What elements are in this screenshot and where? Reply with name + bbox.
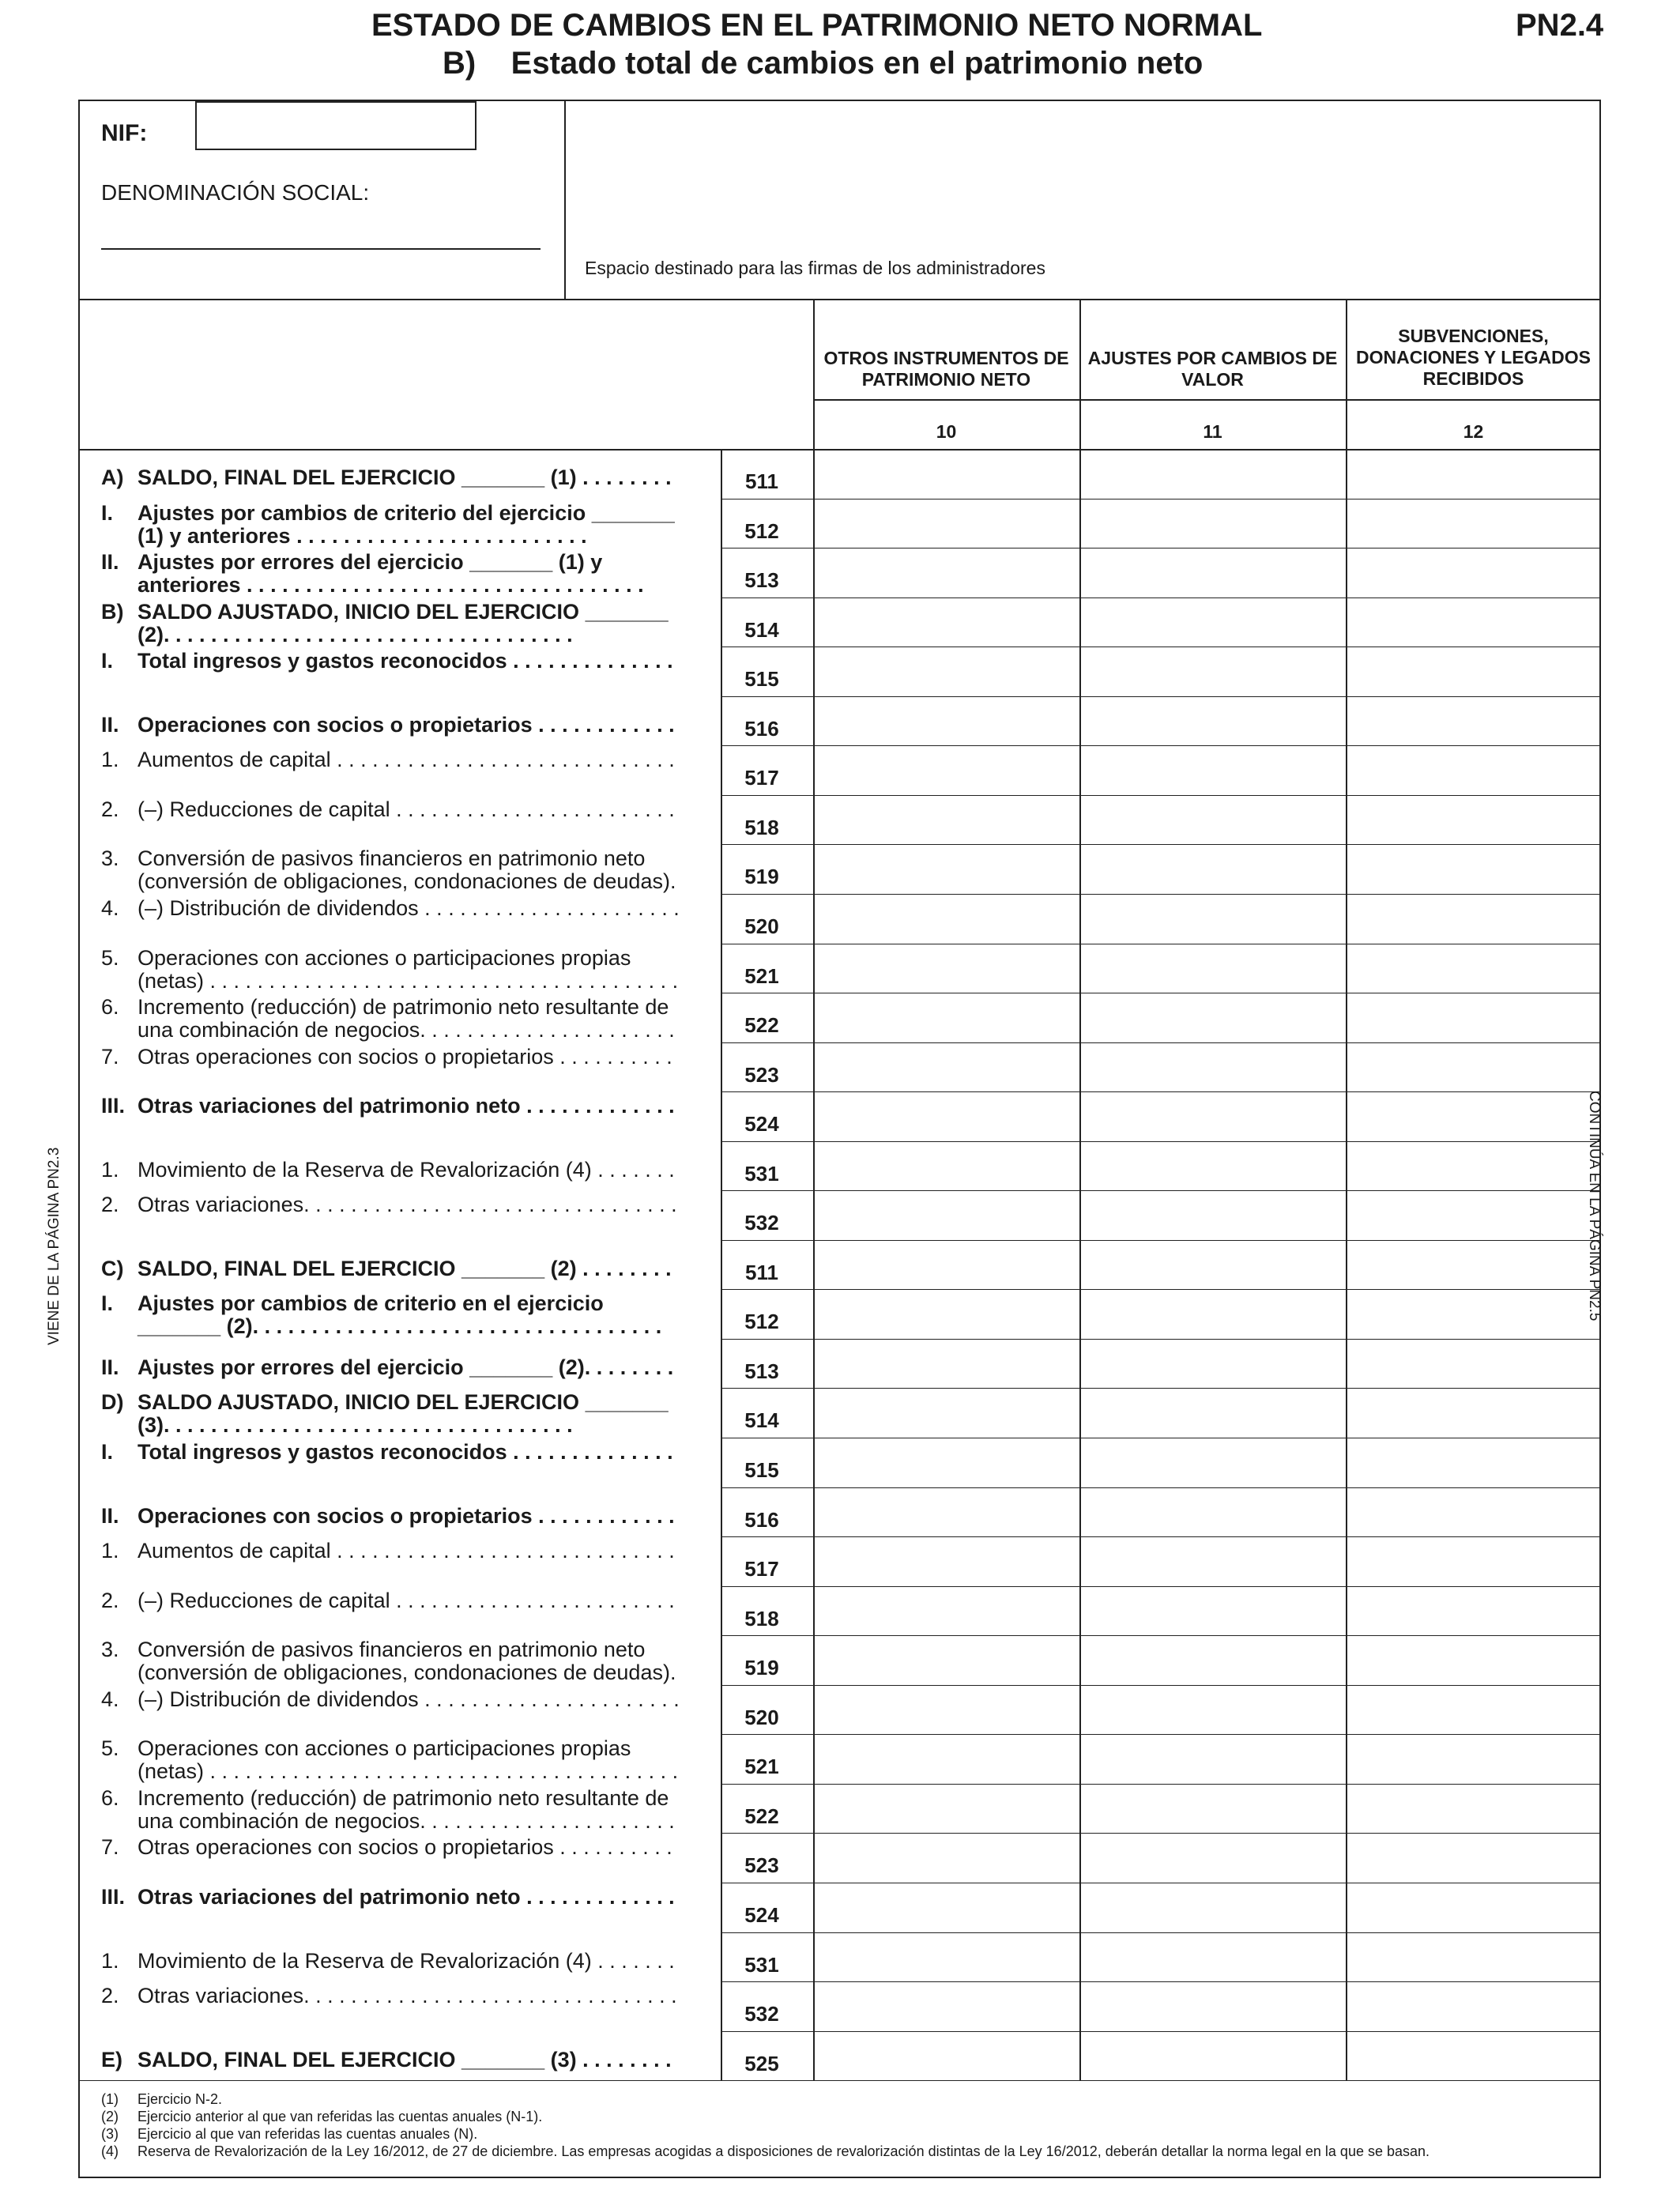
row-code: 523 (744, 1853, 779, 1878)
input-cell-11[interactable] (1081, 1044, 1344, 1091)
input-cell-12[interactable] (1347, 1983, 1599, 2030)
input-cell-10[interactable] (815, 1093, 1078, 1140)
input-cell-11[interactable] (1081, 846, 1344, 892)
row-text: (–) Reducciones de capital . . . . . . . . . . . . . . . . . . . . . . . . (137, 1588, 675, 1612)
input-cell-10[interactable] (815, 1687, 1078, 1733)
column-header-12: SUBVENCIONES, DONACIONES Y LEGADOS RECIBIDOS (1356, 326, 1591, 389)
row-divider (721, 894, 1601, 895)
row-number: II. (101, 1503, 119, 1528)
denominacion-field[interactable] (101, 248, 541, 250)
row-text: Otras variaciones del patrimonio neto . . . . . . . . . . . . . (137, 1884, 675, 1909)
row-code: 522 (744, 1804, 779, 1828)
input-cell-12[interactable] (1347, 1340, 1599, 1387)
input-cell-10[interactable] (815, 1291, 1078, 1337)
signature-space-label: Espacio destinado para las firmas de los administradores (585, 258, 1045, 278)
row-number: I. (101, 1291, 114, 1316)
input-cell-11[interactable] (1081, 895, 1344, 942)
row-text: SALDO, FINAL DEL EJERCICIO _______ (1) . . . . . . . . (137, 466, 672, 489)
row-number: D) (101, 1390, 124, 1415)
row-number: III. (101, 1094, 126, 1118)
row-code: 518 (744, 1606, 779, 1630)
row-code: 532 (744, 2002, 779, 2026)
input-cell-12[interactable] (1347, 747, 1599, 794)
row-divider (721, 844, 1601, 845)
input-cell-12[interactable] (1347, 1637, 1599, 1683)
input-cell-12[interactable] (1347, 1044, 1599, 1091)
input-cell-10[interactable] (815, 599, 1078, 646)
input-cell-12[interactable] (1347, 1439, 1599, 1486)
row-label (101, 1391, 694, 1441)
input-cell-11[interactable] (1081, 1736, 1344, 1782)
input-cell-11[interactable] (1081, 1884, 1344, 1931)
row-label (101, 2049, 694, 2098)
input-cell-11[interactable] (1081, 1093, 1344, 1140)
input-cell-10[interactable] (815, 747, 1078, 794)
row-label (101, 551, 694, 601)
row-number: A) (101, 466, 124, 489)
row-label (101, 1292, 694, 1342)
form-title: ESTADO DE CAMBIOS EN EL PATRIMONIO NETO NORMAL (371, 8, 1263, 43)
header-number-divider (813, 399, 1601, 401)
input-cell-10[interactable] (815, 1637, 1078, 1683)
row-code: 517 (744, 1557, 779, 1581)
row-code: 514 (744, 1408, 779, 1433)
row-number: 1. (101, 748, 119, 772)
row-divider (721, 1784, 1601, 1785)
row-text: Otras operaciones con socios o propietarios . . . . . . . . . . (137, 1835, 672, 1860)
row-divider (721, 745, 1601, 746)
input-cell-12[interactable] (1347, 698, 1599, 745)
row-text: Ajustes por cambios de criterio en el ejercicio _______ (2). . . . . . . . . . . . . . . . . . . . . . . . . . . . . . . . . . . (137, 1291, 662, 1339)
row-number: 6. (101, 1785, 119, 1810)
input-cell-10[interactable] (815, 945, 1078, 992)
row-code: 515 (744, 667, 779, 692)
row-code: 531 (744, 1161, 779, 1186)
row-text: Otras variaciones. . . . . . . . . . . . . . . . . . . . . . . . . . . . . . . . (137, 1984, 677, 2008)
footnote-text: Reserva de Revalorización de la Ley 16/2012, de 27 de diciembre. Las empresas acogidas a disposiciones de revalorización distintas de la Ley 16/2012, deberán detallar la norma legal en la que se basan. (137, 2143, 1430, 2160)
input-cell-11[interactable] (1081, 1834, 1344, 1881)
row-code: 512 (744, 518, 779, 543)
input-cell-12[interactable] (1347, 1736, 1599, 1782)
input-cell-12[interactable] (1347, 895, 1599, 942)
previous-page-note: VIENE DE LA PÁGINA PN2.3 (46, 1147, 62, 1345)
row-divider (721, 1388, 1601, 1389)
row-number: C) (101, 1256, 124, 1280)
id-bottom-border (78, 299, 1601, 300)
row-number: 3. (101, 846, 119, 871)
row-text: Operaciones con socios o propietarios . . . . . . . . . . . . (137, 712, 675, 737)
row-text: (–) Distribución de dividendos . . . . . . . . . . . . . . . . . . . . . . (137, 895, 680, 920)
input-cell-12[interactable] (1347, 994, 1599, 1041)
row-text: Incremento (reducción) de patrimonio neto resultante de una combinación de negocios. . . . . . . . . . . . . . . . . . . . . . (137, 995, 675, 1042)
row-text: SALDO AJUSTADO, INICIO DEL EJERCICIO _______ (3). . . . . . . . . . . . . . . . . . . . . . . . . . . . . . . . . . . (137, 1390, 669, 1438)
input-cell-12[interactable] (1347, 1687, 1599, 1733)
row-code: 524 (744, 1112, 779, 1137)
row-label (101, 1737, 694, 1787)
input-cell-11[interactable] (1081, 1143, 1344, 1189)
footnote-number: (1) (101, 2091, 119, 2108)
input-cell-10[interactable] (815, 698, 1078, 745)
row-code: 520 (744, 914, 779, 938)
column-header-10: OTROS INSTRUMENTOS DE PATRIMONIO NETO (823, 348, 1069, 390)
row-number: B) (101, 599, 124, 624)
row-number: I. (101, 649, 114, 673)
row-label (101, 650, 694, 699)
row-label (101, 1787, 694, 1837)
row-code: 512 (744, 1310, 779, 1334)
row-number: 5. (101, 1736, 119, 1761)
row-text: Aumentos de capital . . . . . . . . . . . . . . . . . . . . . . . . . . . . . (137, 1539, 675, 1563)
row-text: Total ingresos y gastos reconocidos . . . . . . . . . . . . . . (137, 649, 673, 673)
row-label (101, 748, 694, 798)
row-number: 4. (101, 895, 119, 920)
nif-field[interactable] (195, 101, 477, 150)
input-cell-11[interactable] (1081, 1588, 1344, 1634)
row-label (101, 947, 694, 997)
input-cell-10[interactable] (815, 500, 1078, 547)
nif-label: NIF: (101, 120, 148, 146)
row-label (101, 1441, 694, 1491)
row-divider (721, 696, 1601, 697)
form-subtitle: B) Estado total de cambios en el patrimonio neto (443, 46, 1203, 81)
column-number-10: 10 (936, 421, 957, 442)
input-cell-12[interactable] (1347, 549, 1599, 596)
row-text: Total ingresos y gastos reconocidos . . . . . . . . . . . . . . (137, 1440, 673, 1464)
input-cell-12[interactable] (1347, 1834, 1599, 1881)
input-cell-10[interactable] (815, 1588, 1078, 1634)
input-cell-12[interactable] (1347, 797, 1599, 843)
column-number-12: 12 (1463, 421, 1484, 442)
row-number: II. (101, 712, 119, 737)
input-cell-11[interactable] (1081, 945, 1344, 992)
row-number: II. (101, 550, 119, 575)
input-cell-12[interactable] (1347, 1538, 1599, 1585)
row-number: I. (101, 1440, 114, 1464)
input-cell-11[interactable] (1081, 1242, 1344, 1288)
footnote-text: Ejercicio anterior al que van referidas las cuentas anuales (N-1). (137, 2109, 543, 2125)
column-header-11: AJUSTES POR CAMBIOS DE VALOR (1087, 348, 1338, 390)
row-code: 516 (744, 716, 779, 741)
input-cell-11[interactable] (1081, 1637, 1344, 1683)
input-cell-12[interactable] (1347, 1884, 1599, 1931)
input-cell-12[interactable] (1347, 945, 1599, 992)
row-text: Conversión de pasivos financieros en patrimonio neto (conversión de obligaciones, condonaciones de deudas). (137, 846, 676, 894)
row-text: Incremento (reducción) de patrimonio neto resultante de una combinación de negocios. . . . . . . . . . . . . . . . . . . . . . (137, 1785, 675, 1833)
input-cell-11[interactable] (1081, 1340, 1344, 1387)
row-label (101, 502, 694, 552)
input-cell-10[interactable] (815, 1934, 1078, 1981)
input-cell-12[interactable] (1347, 1093, 1599, 1140)
id-divider (564, 100, 566, 300)
row-divider (721, 1833, 1601, 1834)
row-code: 522 (744, 1013, 779, 1038)
row-divider (721, 1685, 1601, 1686)
row-code: 532 (744, 1211, 779, 1235)
row-label (101, 1193, 694, 1243)
row-code: 518 (744, 815, 779, 839)
row-label (101, 1638, 694, 1688)
row-divider (721, 1536, 1601, 1537)
row-label (101, 1095, 694, 1144)
row-number: 6. (101, 995, 119, 1020)
row-number: 7. (101, 1044, 119, 1069)
input-cell-11[interactable] (1081, 599, 1344, 646)
row-number: 7. (101, 1835, 119, 1860)
input-cell-12[interactable] (1347, 1489, 1599, 1536)
row-divider (721, 1190, 1601, 1191)
row-label (101, 897, 694, 947)
input-cell-12[interactable] (1347, 1143, 1599, 1189)
footnote-number: (2) (101, 2109, 119, 2125)
row-divider (721, 1981, 1601, 1982)
input-cell-12[interactable] (1347, 599, 1599, 646)
input-cell-11[interactable] (1081, 1538, 1344, 1585)
row-text: SALDO, FINAL DEL EJERCICIO _______ (2) . . . . . . . . (137, 1256, 672, 1280)
input-cell-12[interactable] (1347, 1242, 1599, 1288)
next-page-note: CONTINÚA EN LA PÁGINA PN2.5 (1586, 1091, 1603, 1321)
row-text: Otras variaciones. . . . . . . . . . . . . . . . . . . . . . . . . . . . . . . . (137, 1193, 677, 1217)
row-code: 519 (744, 1656, 779, 1680)
row-number: I. (101, 500, 114, 525)
row-code: 516 (744, 1507, 779, 1532)
input-cell-11[interactable] (1081, 648, 1344, 695)
denominacion-label: DENOMINACIÓN SOCIAL: (101, 180, 370, 205)
row-number: 4. (101, 1687, 119, 1711)
input-cell-11[interactable] (1081, 1192, 1344, 1238)
row-text: Otras operaciones con socios o propietarios . . . . . . . . . . (137, 1044, 672, 1069)
row-label (101, 1886, 694, 1936)
row-divider (721, 1487, 1601, 1488)
input-cell-10[interactable] (815, 846, 1078, 892)
row-divider (721, 1042, 1601, 1043)
input-cell-10[interactable] (815, 1834, 1078, 1881)
row-label (101, 1046, 694, 1095)
row-text: Operaciones con acciones o participaciones propias (netas) . . . . . . . . . . . . . . . . . . . . . . . . . . . . . . . . . . . . . . . . (137, 1736, 679, 1784)
input-cell-10[interactable] (815, 994, 1078, 1041)
row-label (101, 798, 694, 848)
row-number: 2. (101, 1193, 119, 1217)
input-cell-10[interactable] (815, 549, 1078, 596)
input-cell-10[interactable] (815, 1242, 1078, 1288)
input-cell-10[interactable] (815, 797, 1078, 843)
row-divider (721, 1289, 1601, 1290)
row-number: 5. (101, 945, 119, 970)
footnote-number: (4) (101, 2143, 119, 2160)
input-cell-10[interactable] (815, 1884, 1078, 1931)
row-label (101, 1688, 694, 1738)
row-number: 2. (101, 797, 119, 821)
row-code: 517 (744, 766, 779, 790)
row-divider (721, 795, 1601, 796)
row-divider (721, 1091, 1601, 1092)
row-code: 514 (744, 617, 779, 642)
row-divider (721, 1932, 1601, 1933)
row-code: 524 (744, 1902, 779, 1927)
input-cell-11[interactable] (1081, 450, 1344, 497)
row-code: 521 (744, 1755, 779, 1779)
row-number: 2. (101, 1984, 119, 2008)
input-cell-10[interactable] (815, 1340, 1078, 1387)
input-cell-12[interactable] (1347, 1934, 1599, 1981)
row-label (101, 1985, 694, 2034)
input-cell-12[interactable] (1347, 648, 1599, 695)
row-label (101, 847, 694, 897)
page-code: PN2.4 (1516, 8, 1604, 43)
row-label (101, 1540, 694, 1589)
row-code: 525 (744, 2051, 779, 2075)
footnote-text: Ejercicio al que van referidas las cuentas anuales (N). (137, 2126, 478, 2143)
column-number-11: 11 (1203, 421, 1222, 442)
input-cell-11[interactable] (1081, 1389, 1344, 1436)
row-divider (721, 1240, 1601, 1241)
input-cell-10[interactable] (815, 1489, 1078, 1536)
input-cell-11[interactable] (1081, 1934, 1344, 1981)
input-cell-12[interactable] (1347, 1291, 1599, 1337)
input-cell-10[interactable] (815, 450, 1078, 497)
row-number: III. (101, 1884, 126, 1909)
input-cell-10[interactable] (815, 1192, 1078, 1238)
row-text: Movimiento de la Reserva de Revalorización (4) . . . . . . . (137, 1157, 675, 1182)
input-cell-12[interactable] (1347, 1588, 1599, 1634)
input-cell-10[interactable] (815, 895, 1078, 942)
row-text: Ajustes por cambios de criterio del ejercicio _______ (1) y anteriores . . . . . . . . . . . . . . . . . . . . . . . . . (137, 500, 675, 548)
input-cell-10[interactable] (815, 1983, 1078, 2030)
input-cell-12[interactable] (1347, 1192, 1599, 1238)
input-cell-11[interactable] (1081, 698, 1344, 745)
input-cell-11[interactable] (1081, 1687, 1344, 1733)
input-cell-10[interactable] (815, 1439, 1078, 1486)
input-cell-12[interactable] (1347, 500, 1599, 547)
input-cell-11[interactable] (1081, 747, 1344, 794)
input-cell-11[interactable] (1081, 1291, 1344, 1337)
row-number: 3. (101, 1638, 119, 1662)
row-text: Movimiento de la Reserva de Revalorización (4) . . . . . . . (137, 1948, 675, 1973)
row-text: Operaciones con socios o propietarios . . . . . . . . . . . . (137, 1503, 675, 1528)
row-code: 511 (745, 469, 778, 493)
footnote-text: Ejercicio N-2. (137, 2091, 223, 2108)
input-cell-12[interactable] (1347, 2033, 1599, 2079)
row-text: Ajustes por errores del ejercicio _______ (1) y anteriores . . . . . . . . . . . . . . . . . . . . . . . . . . . . . . . . . . (137, 550, 644, 598)
row-number: 1. (101, 1948, 119, 1973)
input-cell-11[interactable] (1081, 2033, 1344, 2079)
row-text: Otras variaciones del patrimonio neto . . . . . . . . . . . . . (137, 1094, 675, 1118)
input-cell-12[interactable] (1347, 450, 1599, 497)
input-cell-10[interactable] (815, 2033, 1078, 2079)
row-divider (721, 2031, 1601, 2032)
row-code: 511 (745, 1260, 778, 1284)
row-text: SALDO AJUSTADO, INICIO DEL EJERCICIO _______ (2). . . . . . . . . . . . . . . . . . . . . . . . . . . . . . . . . . . (137, 599, 669, 647)
row-code: 520 (744, 1705, 779, 1729)
input-cell-10[interactable] (815, 1044, 1078, 1091)
input-cell-12[interactable] (1347, 846, 1599, 892)
row-number: E) (101, 2047, 122, 2071)
row-code: 523 (744, 1062, 779, 1087)
input-cell-10[interactable] (815, 1736, 1078, 1782)
input-cell-11[interactable] (1081, 500, 1344, 547)
footnote-number: (3) (101, 2126, 119, 2143)
row-number: II. (101, 1355, 119, 1379)
input-cell-11[interactable] (1081, 1785, 1344, 1832)
row-divider (721, 1635, 1601, 1636)
input-cell-11[interactable] (1081, 1439, 1344, 1486)
row-text: SALDO, FINAL DEL EJERCICIO _______ (3) . . . . . . . . (137, 2047, 672, 2071)
input-cell-11[interactable] (1081, 797, 1344, 843)
row-text: (–) Reducciones de capital . . . . . . . . . . . . . . . . . . . . . . . . (137, 797, 675, 821)
row-code: 519 (744, 865, 779, 889)
row-divider (721, 1734, 1601, 1735)
row-label (101, 996, 694, 1046)
row-label (101, 601, 694, 650)
input-cell-12[interactable] (1347, 1389, 1599, 1436)
row-text: Aumentos de capital . . . . . . . . . . . . . . . . . . . . . . . . . . . . . (137, 748, 675, 772)
input-cell-11[interactable] (1081, 1489, 1344, 1536)
row-text: Conversión de pasivos financieros en patrimonio neto (conversión de obligaciones, condonaciones de deudas). (137, 1638, 676, 1685)
row-divider (721, 1586, 1601, 1587)
row-code: 513 (744, 568, 779, 593)
row-text: Operaciones con acciones o participaciones propias (netas) . . . . . . . . . . . . . . . . . . . . . . . . . . . . . . . . . . . . . . . . (137, 945, 679, 993)
row-text: Ajustes por errores del ejercicio _______ (2). . . . . . . . (137, 1355, 674, 1379)
row-text: (–) Distribución de dividendos . . . . . . . . . . . . . . . . . . . . . . (137, 1687, 680, 1711)
row-label (101, 1836, 694, 1886)
input-cell-11[interactable] (1081, 994, 1344, 1041)
row-number: 1. (101, 1539, 119, 1563)
input-cell-10[interactable] (815, 1785, 1078, 1832)
row-number: 1. (101, 1157, 119, 1182)
input-cell-10[interactable] (815, 1143, 1078, 1189)
input-cell-11[interactable] (1081, 549, 1344, 596)
row-divider (721, 1339, 1601, 1340)
row-code: 513 (744, 1359, 779, 1383)
row-code: 531 (744, 1952, 779, 1977)
input-cell-11[interactable] (1081, 1983, 1344, 2030)
input-cell-10[interactable] (815, 1389, 1078, 1436)
input-cell-10[interactable] (815, 1538, 1078, 1585)
row-label (101, 1589, 694, 1639)
input-cell-10[interactable] (815, 648, 1078, 695)
row-number: 2. (101, 1588, 119, 1612)
row-code: 515 (744, 1458, 779, 1482)
input-cell-12[interactable] (1347, 1785, 1599, 1832)
row-divider (721, 1141, 1601, 1142)
row-code: 521 (744, 963, 779, 988)
